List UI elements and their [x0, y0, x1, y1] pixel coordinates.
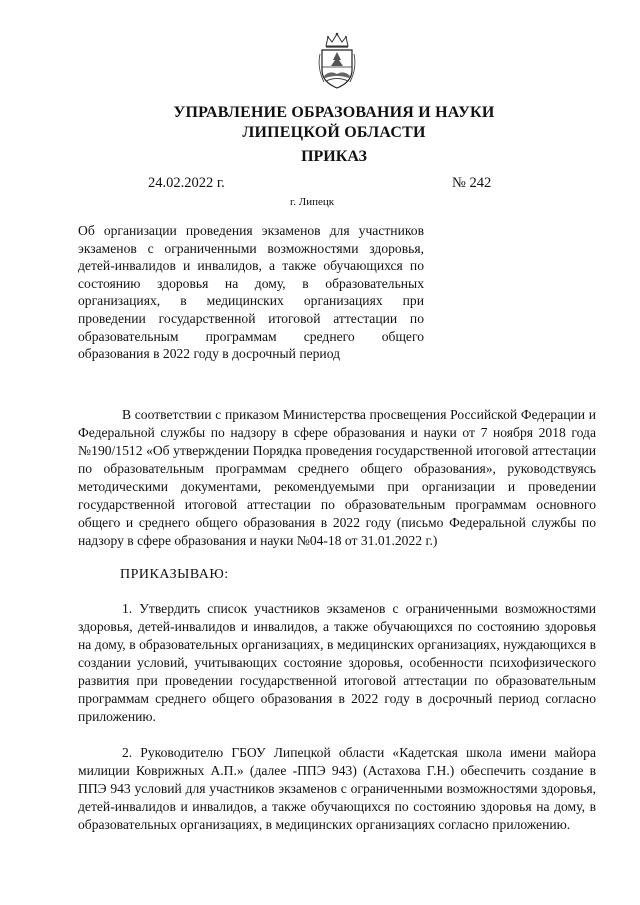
order-item-2: 2. Руководителю ГБОУ Липецкой области «Кадетская школа имени майора милиции Коврижных А.П.» (далее -ППЭ 943) (Астахова Г.Н.) обеспечить создание в ППЭ 943 условий для участников экзаменов с ограниченными возможностями здоровья, детей-инвалидов и инвалидов, а также обучающихся по состоянию здоровья на дому, в образовательных организациях, в медицинских организациях согласно приложению.	[78, 745, 596, 832]
document-city: г. Липецк	[290, 196, 335, 208]
organization-name	[80, 103, 588, 143]
organization-line-2: ЛИПЕЦКОЙ ОБЛАСТИ	[242, 124, 426, 141]
preamble-paragraph: В соответствии с приказом Министерства просвещения Российской Федерации и Федеральной службы по надзору в сфере образования и науки от 7 ноября 2018 года №190/1512 «Об утверждении Порядка проведения государственной итоговой аттестации по образовательным программам среднего общего образования», руководствуясь методическими документами, рекомендуемыми при организации и проведении государственной итоговой аттестации по образовательным программам основного общего и среднего общего образования в 2022 году (письмо Федеральной службы по надзору в сфере образования и науки №04-18 от 31.01.2022 г.)	[78, 407, 596, 548]
document-type: ПРИКАЗ	[301, 148, 367, 165]
order-word: ПРИКАЗЫВАЮ:	[120, 567, 229, 582]
organization-line-1: УПРАВЛЕНИЕ ОБРАЗОВАНИЯ И НАУКИ	[173, 104, 495, 121]
order-subject	[78, 222, 424, 363]
document-date: 24.02.2022 г.	[148, 175, 225, 191]
document-number: № 242	[452, 175, 492, 191]
subject-last-line: образования в 2022 году в досрочный период	[78, 346, 341, 362]
order-item-1: 1. Утвердить список участников экзаменов с ограниченными возможностями здоровья, детей-инвалидов и инвалидов, а также обучающихся по состоянию здоровья на дому, в образовательных организациях, в медицинских организациях, нуждающихся в создании условий, учитывающих состояние здоровья, особенности психофизического развития при проведении государственной итоговой аттестации по образовательным программам среднего общего образования в 2022 году в досрочный период согласно приложению.	[78, 601, 596, 724]
subject-text: Об организации проведения экзаменов для участников экзаменов с ограниченными возможностями здоровья, детей-инвалидов и инвалидов, а также обучающихся по состоянию здоровья на дому, в образовательных организациях, в медицинских организациях при проведении государственной итоговой аттестации по образовательным программам среднего общего	[78, 223, 424, 344]
lipetsk-coat-of-arms-icon	[316, 30, 358, 92]
